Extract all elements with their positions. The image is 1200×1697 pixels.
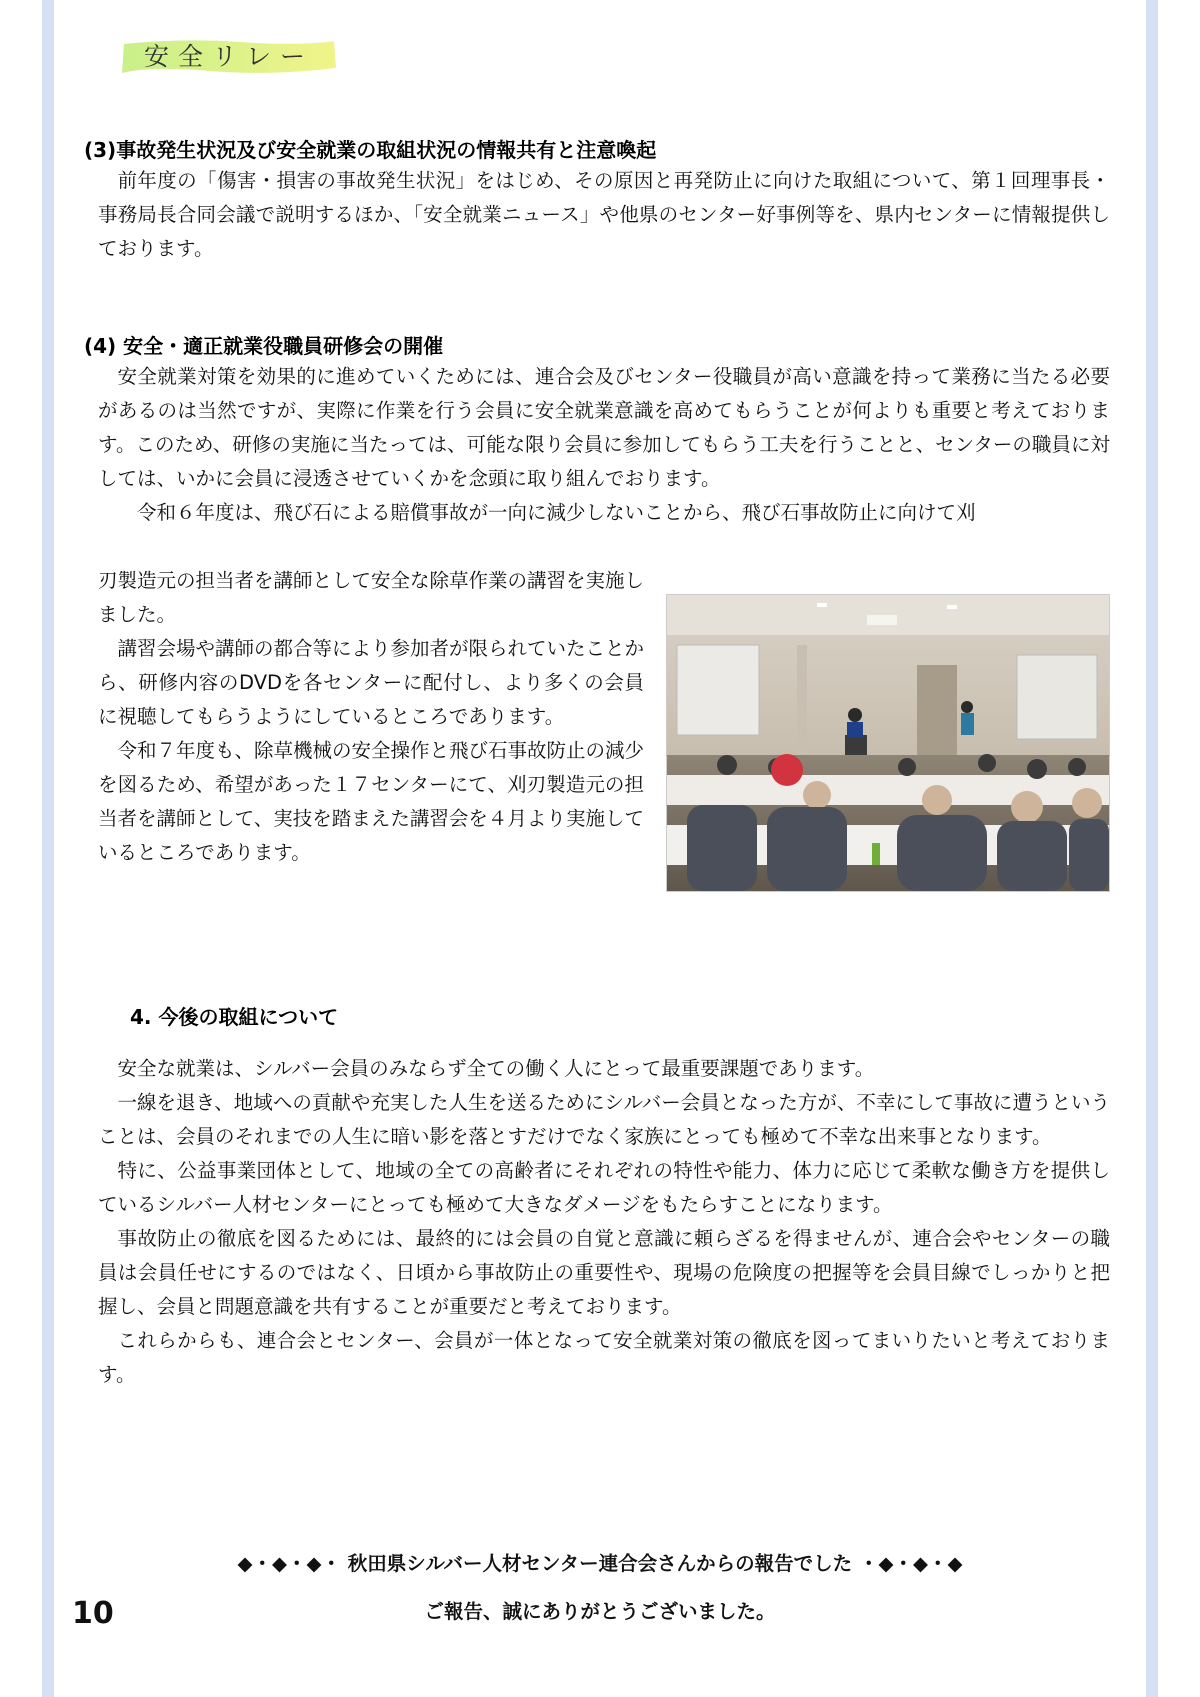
footer-thanks-line: ご報告、誠にありがとうございました。 — [424, 1600, 776, 1623]
paragraph: 前年度の「傷害・損害の事故発生状況」をはじめ、その原因と再発防止に向けた取組について、第１回理事長・事務局長合同会議で説明するほか、「安全就業ニュース」や他県のセンター好事例等を、県内センターに情報提供しております。 — [98, 169, 1110, 260]
paragraph: 特に、公益事業団体として、地域の全ての高齢者にそれぞれの特性や能力、体力に応じて柔軟な働き方を提供しているシルバー人材センターにとっても極めて大きなダメージをもたらすことになります。 — [98, 1159, 1110, 1216]
paragraph: 事故防止の徹底を図るためには、最終的には会員の自覚と意識に頼らざるを得ませんが、連合会やセンターの職員は会員任せにするのではなく、日頃から事故防止の重要性や、現場の危険度の把握等を会員目線でしっかりと把握し、会員と問題意識を共有することが重要だと考えております。 — [98, 1227, 1110, 1318]
paragraph: 令和７年度も、除草機械の安全操作と飛び石事故防止の減少を図るため、希望があった１７センターにて、刈刃製造元の担当者を講師として、実技を踏まえた講習会を４月より実施しているところであります。 — [98, 739, 645, 864]
future-section-heading: 4. 今後の取組について — [130, 1005, 339, 1029]
section-3-heading: (3)事故発生状況及び安全就業の取組状況の情報共有と注意喚起 — [84, 138, 657, 162]
right-page-border — [1146, 0, 1158, 1697]
paragraph: 一線を退き、地域への貢献や充実した人生を送るためにシルバー会員となった方が、不幸にして事故に遭うということは、会員のそれまでの人生に暗い影を落とすだけでなく家族にとっても極めて不幸な出来事となります。 — [98, 1091, 1110, 1148]
section-4-body — [98, 360, 1110, 530]
section-banner — [120, 38, 338, 76]
paragraph-reiwa6-first-line: 令和６年度は、飛び石による賠償事故が一向に減少しないことから、飛び石事故防止に向けて刈 — [137, 501, 976, 524]
footer-report-line: ◆・◆・◆・ 秋田県シルバー人材センター連合会さんからの報告でした ・◆・◆・◆ — [237, 1552, 963, 1575]
section-4-heading: (4) 安全・適正就業役職員研修会の開催 — [84, 334, 444, 358]
paragraph: 安全な就業は、シルバー会員のみならず全ての働く人にとって最重要課題であります。 — [117, 1057, 875, 1080]
left-page-border — [42, 0, 54, 1697]
banner-title: 安全リレー — [143, 42, 314, 71]
seminar-photo — [666, 594, 1110, 892]
paragraph: 講習会場や講師の都合等により参加者が限られていたことから、研修内容のDVDを各センターに配付し、より多くの会員に視聴してもらうようにしているところであります。 — [98, 637, 645, 728]
paragraph: 安全就業対策を効果的に進めていくためには、連合会及びセンター役職員が高い意識を持って業務に当たる必要があるのは当然ですが、実際に作業を行う会員に安全就業意識を高めてもらうことが何よりも重要と考えております。このため、研修の実施に当たっては、可能な限り会員に参加してもらう工夫を行うことと、センターの職員に対しては、いかに会員に浸透させていくかを念頭に取り組んでおります。 — [98, 365, 1110, 490]
section-4-left-column — [98, 564, 644, 870]
section-3-body — [98, 164, 1110, 266]
page-number: 10 — [72, 1596, 114, 1631]
paragraph: 刃製造元の担当者を講師として安全な除草作業の講習を実施しました。 — [98, 569, 645, 626]
future-section-body — [98, 1052, 1110, 1392]
paragraph: これらからも、連合会とセンター、会員が一体となって安全就業対策の徹底を図ってまいりたいと考えております。 — [98, 1329, 1110, 1386]
